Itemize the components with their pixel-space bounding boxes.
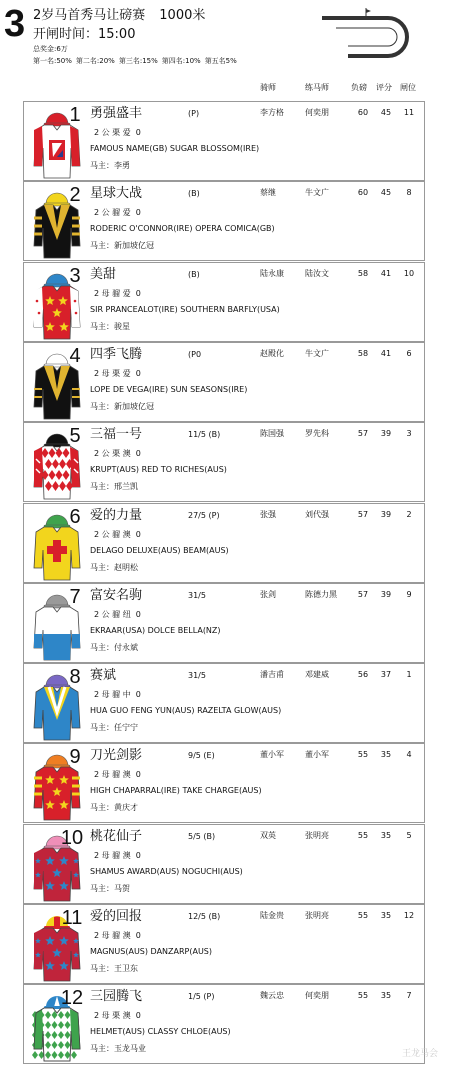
horse-number: 6 <box>69 505 81 528</box>
horse-number: 3 <box>69 264 81 287</box>
jockey-name: 李方格 <box>260 108 284 117</box>
prize-fifth: 第五名5% <box>204 57 237 65</box>
rating-value: 35 <box>380 750 392 760</box>
entry-card-12 <box>23 984 425 1064</box>
horse-info: 2 公 骝 纽 0 <box>94 609 141 619</box>
trainer-name: 牛文广 <box>305 348 329 358</box>
entry-card-2 <box>23 181 425 261</box>
owner: 马主：马贺 <box>90 883 130 893</box>
entry-card-11 <box>23 904 425 984</box>
horse-name: 刀光剑影 <box>90 748 143 764</box>
horse-info: 2 母 骝 澳 0 <box>94 850 141 860</box>
horse-name: 勇强盛丰 <box>90 106 143 121</box>
rating-value: 37 <box>380 670 392 680</box>
horse-number: 10 <box>60 826 84 849</box>
draw-value: 3 <box>406 429 412 439</box>
draw-value: 5 <box>406 830 412 840</box>
horse-name: 桃花仙子 <box>90 828 143 844</box>
track-inner <box>336 28 397 46</box>
draw-value: 9 <box>406 589 412 599</box>
odds-equipment: 12/5 (B) <box>188 912 221 921</box>
odds-equipment: (P0 <box>188 349 202 359</box>
trainer-name: 何奕朋 <box>305 991 329 1001</box>
horse-info: 2 母 骝 澳 0 <box>94 931 141 940</box>
entry-card-3 <box>23 262 425 342</box>
horse-name: 爱的力量 <box>90 507 143 523</box>
odds-equipment: 31/5 <box>188 671 206 681</box>
horse-number: 7 <box>69 585 81 608</box>
odds-equipment: 11/5 (B) <box>188 430 221 440</box>
weight-value: 58 <box>357 268 369 278</box>
trainer-name: 陈德力黑 <box>305 589 337 599</box>
jockey-name: 潘吉甫 <box>260 670 284 680</box>
horse-info: 2 母 骝 澳 0 <box>94 770 141 780</box>
owner: 马主：黄庆才 <box>90 803 138 813</box>
horse-info: 2 母 骝 中 0 <box>94 690 141 700</box>
horse-name: 富安名驹 <box>90 587 143 603</box>
watermark: 王龙马会 <box>401 1049 438 1059</box>
draw-value: 7 <box>406 991 412 1001</box>
draw-value: 1 <box>406 670 412 680</box>
horse-number: 11 <box>61 907 83 929</box>
track-outer <box>322 18 407 56</box>
horse-name: 四季飞腾 <box>90 346 143 362</box>
weight-value: 60 <box>357 188 369 198</box>
race-title-line <box>33 8 205 24</box>
pedigree: FAMOUS NAME(GB) SUGAR BLOSSOM(IRE) <box>90 144 260 153</box>
prize-first: 第一名:50% <box>33 57 72 65</box>
trainer-name: 陆汝文 <box>305 268 329 278</box>
jockey-name: 董小军 <box>260 750 284 760</box>
pedigree: SIR PRANCEALOT(IRE) SOUTHERN BARFLY(USA) <box>90 304 280 314</box>
race-number: 3 <box>4 3 26 45</box>
pedigree: HIGH CHAPARRAL(IRE) TAKE CHARGE(AUS) <box>90 786 262 796</box>
jockey-name: 蔡继 <box>260 188 276 198</box>
trainer-name: 邓建威 <box>305 670 329 680</box>
start-time: 开闸时间：15:00 <box>33 27 136 42</box>
pedigree: DELAGO DELUXE(AUS) BEAM(AUS) <box>90 545 229 555</box>
rating-value: 39 <box>380 429 392 439</box>
col-draw: 闸位 <box>400 83 416 92</box>
rating-value: 39 <box>380 509 392 519</box>
weight-value: 55 <box>357 830 369 840</box>
jockey-name: 张剑 <box>260 589 276 599</box>
pedigree: LOPE DE VEGA(IRE) SUN SEASONS(IRE) <box>90 384 248 394</box>
track-map-icon <box>318 6 414 58</box>
horse-name: 三园腾飞 <box>90 989 143 1005</box>
pedigree: KRUPT(AUS) RED TO RICHES(AUS) <box>90 465 227 475</box>
entry-card-8 <box>23 663 425 743</box>
rating-value: 45 <box>380 108 392 117</box>
prize-second: 第二名:20% <box>75 57 115 65</box>
horse-info: 2 母 栗 爱 0 <box>94 368 141 378</box>
draw-value: 2 <box>406 509 412 519</box>
weight-value: 58 <box>357 348 369 358</box>
draw-value: 4 <box>406 750 412 760</box>
prize-third: 第三名:15% <box>118 57 158 65</box>
jockey-name: 赵殿化 <box>260 348 284 358</box>
owner: 马主：李勇 <box>90 161 130 170</box>
rating-value: 41 <box>380 268 392 278</box>
odds-equipment: (B) <box>188 189 200 199</box>
jockey-name: 陆金贵 <box>260 911 284 920</box>
horse-name: 星球大战 <box>90 186 143 202</box>
jockey-name: 陆永康 <box>260 268 284 278</box>
col-rating: 评分 <box>376 83 392 92</box>
horse-name: 赛斌 <box>90 668 117 684</box>
odds-equipment: 9/5 (E) <box>188 751 215 761</box>
horse-info: 2 母 栗 澳 0 <box>94 1011 141 1021</box>
horse-number: 1 <box>69 104 81 126</box>
weight-value: 56 <box>357 670 369 680</box>
pedigree: RODERIC O'CONNOR(IRE) OPERA COMICA(GB) <box>90 224 275 234</box>
col-weight: 负磅 <box>351 83 367 92</box>
owner: 马主：赵明松 <box>90 562 138 572</box>
horse-info: 2 公 骝 澳 0 <box>94 529 141 539</box>
draw-value: 12 <box>403 911 415 920</box>
horse-number: 5 <box>69 425 81 448</box>
entry-card-5 <box>23 422 425 502</box>
odds-equipment: 1/5 (P) <box>188 992 215 1002</box>
trainer-name: 刘代强 <box>305 509 329 519</box>
rating-value: 35 <box>380 911 392 920</box>
weight-value: 55 <box>357 911 369 920</box>
trainer-name: 何奕朋 <box>305 108 329 117</box>
horse-name: 爱的回报 <box>90 909 143 924</box>
horse-info: 2 公 栗 爱 0 <box>94 128 141 137</box>
rating-value: 41 <box>380 348 392 358</box>
horse-number: 12 <box>60 987 84 1010</box>
pedigree: HELMET(AUS) CLASSY CHLOE(AUS) <box>90 1027 231 1037</box>
horse-info: 2 母 骝 爱 0 <box>94 288 141 298</box>
pedigree: HUA GUO FENG YUN(AUS) RAZELTA GLOW(AUS) <box>90 706 282 716</box>
jockey-name: 张强 <box>260 509 276 519</box>
draw-value: 8 <box>406 188 412 198</box>
prize-total: 总奖金:6万 <box>33 45 68 53</box>
weight-value: 60 <box>357 108 369 117</box>
weight-value: 55 <box>357 991 369 1001</box>
col-jockey: 骑师 <box>260 83 276 92</box>
owner: 马主：邢兰凯 <box>90 482 138 492</box>
odds-equipment: 27/5 (P) <box>188 510 220 520</box>
owner: 马主：骏星 <box>90 321 130 331</box>
owner: 马主：玉龙马业 <box>90 1044 146 1054</box>
horse-number: 2 <box>69 184 81 207</box>
pedigree: MAGNUS(AUS) DANZARP(AUS) <box>90 947 213 956</box>
horse-name: 三福一号 <box>90 427 143 443</box>
owner: 马主：王卫东 <box>90 964 138 973</box>
entry-card-1 <box>23 101 425 181</box>
owner: 马主：新加坡亿冠 <box>90 401 154 411</box>
trainer-name: 张明亮 <box>305 911 329 920</box>
trainer-name: 罗先科 <box>305 429 329 439</box>
horse-name: 美甜 <box>90 266 117 282</box>
pedigree: EKRAAR(USA) DOLCE BELLA(NZ) <box>90 625 221 635</box>
odds-equipment: 5/5 (B) <box>188 831 216 841</box>
odds-equipment: (P) <box>188 109 200 118</box>
trainer-name: 牛文广 <box>305 188 329 198</box>
jockey-name: 魏云忠 <box>260 991 284 1001</box>
horse-number: 4 <box>69 344 81 367</box>
entry-card-6 <box>23 503 425 583</box>
draw-value: 11 <box>403 108 415 117</box>
col-trainer: 练马师 <box>305 83 329 92</box>
draw-value: 10 <box>403 268 415 278</box>
race-distance: 1000米 <box>159 8 206 23</box>
weight-value: 55 <box>357 750 369 760</box>
rating-value: 35 <box>380 830 392 840</box>
rating-value: 45 <box>380 188 392 198</box>
prize-split <box>33 57 241 66</box>
entry-card-4 <box>23 342 425 422</box>
prize-fourth: 第四名:10% <box>161 57 201 65</box>
trainer-name: 董小军 <box>305 750 329 760</box>
entry-card-10 <box>23 824 425 904</box>
owner: 马主：新加坡亿冠 <box>90 241 154 251</box>
entry-card-9 <box>23 743 425 823</box>
trainer-name: 张明亮 <box>305 830 329 840</box>
pedigree: SHAMUS AWARD(AUS) NOGUCHI(AUS) <box>90 866 243 876</box>
horse-number: 8 <box>69 666 81 689</box>
weight-value: 57 <box>357 509 369 519</box>
owner: 马主：任宁宁 <box>90 723 138 733</box>
odds-equipment: 31/5 <box>188 590 206 600</box>
horse-number: 9 <box>69 746 81 769</box>
horse-info: 2 公 骝 爱 0 <box>94 208 141 218</box>
rating-value: 39 <box>380 589 392 599</box>
entry-card-7 <box>23 583 425 663</box>
race-title: 2岁马首秀马让磅赛 <box>33 8 146 23</box>
owner: 马主：付永斌 <box>90 642 138 652</box>
horse-info: 2 公 栗 澳 0 <box>94 449 141 459</box>
weight-value: 57 <box>357 589 369 599</box>
jockey-name: 陈国强 <box>260 429 284 439</box>
draw-value: 6 <box>406 348 412 358</box>
rating-value: 35 <box>380 991 392 1001</box>
odds-equipment: (B) <box>188 269 200 279</box>
start-flag-icon <box>366 9 371 13</box>
jockey-name: 双英 <box>260 830 276 840</box>
weight-value: 57 <box>357 429 369 439</box>
